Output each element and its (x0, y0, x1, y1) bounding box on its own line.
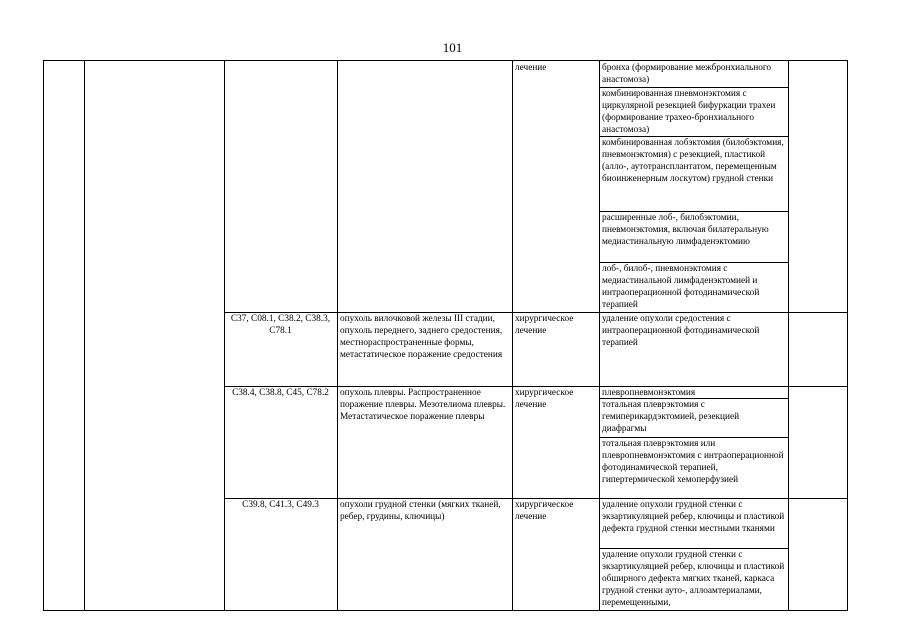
method-cell: удаление опухоли грудной стенки с экзартикуляцией ребер, ключицы и пластикой дефекта грудной стенки местными тканями (602, 500, 785, 534)
method-cell: бронха (формирование межбронхиального анастомоза) (602, 63, 772, 85)
treatment-cell: хирургическое лечение (515, 388, 574, 410)
code-cell: C38.4, C38.8, C45, C78.2 (232, 388, 329, 398)
method-cell: плевропневмонэктомия (602, 388, 696, 398)
method-cell: лоб-, билоб-, пневмонэктомия с медиастинальной лимфаденэктомией и интраоперационной фотодинамической терапией (602, 264, 760, 310)
method-cell: комбинированная пневмонэктомия с циркулярной резекцией бифуркации трахеи (формирование трахео-бронхиального анастомоза) (602, 89, 776, 135)
treatment-table (43, 60, 848, 611)
treatment-cell: лечение (515, 63, 547, 73)
page-number: 101 (442, 40, 463, 55)
method-cell: расширенные лоб-, билобэктомии, пневмонэктомия, включая билатеральную медиастинальную лимфаденэктомию (602, 213, 769, 247)
method-cell: комбинированная лобэктомия (билобэктомия, пневмонэктомия) с резекцией, пластикой (алло-, аутотрансплантатом, перемещенным биоинженерным лоскутом) грудной стенки (602, 138, 784, 184)
method-cell: тотальная плеврэктомия или плевропневмонэктомия с интраоперационной фотодинамической терапией, гипертермической хемоперфузией (602, 439, 784, 485)
method-cell: тотальная плеврэктомия с гемиперикардэктомией, резекцией диафрагмы (602, 400, 740, 434)
diagnosis-cell: опухоль вилочковой железы III стадии, опухоль переднего, заднего средостения, местнораспространенные формы, метастатическое поражение средостения (340, 314, 503, 360)
method-cell: удаление опухоли грудной стенки с экзартикуляцией ребер, ключицы и пластикой обширного дефекта мягких тканей, каркаса грудной стенки ауто-, аллоамтериалами, перемещенными, (602, 550, 785, 608)
treatment-cell: хирургическое лечение (515, 500, 574, 522)
method-cell: удаление опухоли средостения с интраоперационной фотодинамической терапией (602, 314, 760, 348)
code-cell: C37, C08.1, C38.2, C38.3, C78.1 (230, 314, 331, 336)
code-cell: C39.8, C41.3, C49.3 (242, 500, 319, 510)
diagnosis-cell: опухоль плевры. Распространенное поражение плевры. Мезотелиома плевры. Метастатическое поражение плевры (340, 388, 506, 422)
diagnosis-cell: опухоли грудной стенки (мягких тканей, ребер, грудины, ключицы) (340, 500, 501, 522)
treatment-cell: хирургическое лечение (515, 314, 574, 336)
